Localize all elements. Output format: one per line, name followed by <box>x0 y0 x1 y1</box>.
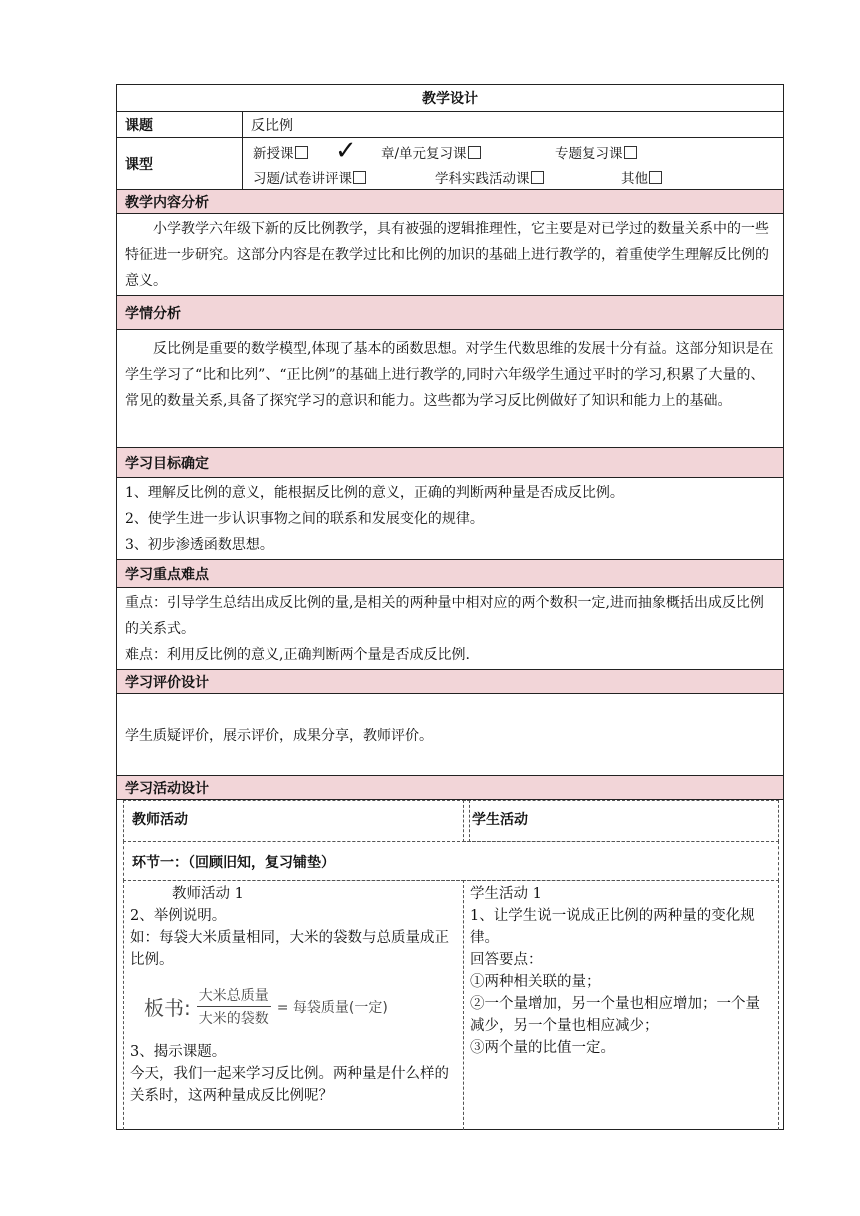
content-analysis-heading: 教学内容分析 <box>116 190 784 214</box>
student-analysis-heading: 学情分析 <box>116 296 784 330</box>
checkbox[interactable] <box>295 146 308 159</box>
objective-item: 1、理解反比例的意义，能根据反比例的意义，正确的判断两种量是否成反比例。 <box>125 485 624 501</box>
teacher-activity-text-2: 3、揭示课题。 今天，我们一起来学习反比例。两种量是什么样的关系时，这两种量成反比例呢？ <box>130 1044 449 1104</box>
topic-value: 反比例 <box>251 117 293 134</box>
content-analysis-text: 小学教学六年级下新的反比例教学，具有被强的逻辑推理性，它主要是对已学过的数量关系中的一些特征进一步研究。这部分内容是在教学过比和比例的加识的基础上进行教学的，着重使学生理解反比例的意义。 <box>125 221 769 289</box>
topic-row <box>116 112 784 138</box>
student-activity-text: 学生活动 1 1、让学生说一说成正比例的两种量的变化规律。 回答要点： ①两种相关联的量； ②一个量增加，另一个量也相应增加；一个量减少，另一个量也相应减少； ③两个量的比值一定。 <box>470 883 774 1059</box>
teacher-activity-text: 教师活动 1 2、举例说明。 如：每袋大米质量相同，大米的袋数与总质量成正比例。 <box>130 883 460 971</box>
teacher-activity-cell <box>123 880 464 1130</box>
key-points-heading: 学习重点难点 <box>116 560 784 588</box>
objectives-heading: 学习目标确定 <box>116 448 784 478</box>
activities-body <box>116 800 784 1130</box>
student-column-header: 学生活动 <box>463 800 779 842</box>
section-row: 环节一：（回顾旧知，复习铺垫） <box>123 841 779 881</box>
key-point-item: 难点：利用反比例的意义,正确判断两个量是否成反比例. <box>125 647 470 663</box>
key-point-item: 重点：引导学生总结出成反比例的量,是相关的两种量中相对应的两个数积一定,进而抽象概括出成反比例的关系式。 <box>125 595 764 637</box>
evaluation-body <box>116 694 784 776</box>
evaluation-heading: 学习评价设计 <box>116 670 784 694</box>
activities-heading: 学习活动设计 <box>116 776 784 800</box>
objective-item: 2、使学生进一步认识事物之间的联系和发展变化的规律。 <box>125 511 484 527</box>
teacher-column-header: 教师活动 <box>123 800 470 842</box>
checkbox[interactable] <box>624 146 637 159</box>
formula-fraction: $\frac{\text{大米总质量}}{\text{大米的袋数}}$ <box>197 985 271 1028</box>
student-activity-cell <box>463 880 779 1130</box>
lesson-type-option-unit-review[interactable]: 章/单元复习课 <box>381 142 481 162</box>
lesson-type-option-topic-review[interactable]: 专题复习课 <box>555 142 637 162</box>
lesson-type-option-new[interactable]: 新授课 <box>253 142 308 162</box>
key-points-body <box>116 588 784 670</box>
evaluation-text: 学生质疑评价，展示评价，成果分享，教师评价。 <box>125 727 433 744</box>
checkbox[interactable] <box>649 171 662 184</box>
checkbox[interactable] <box>531 171 544 184</box>
student-activity-title: 学生活动 1 <box>470 886 542 902</box>
lesson-type-option-exercise[interactable]: 习题/试卷讲评课 <box>253 167 366 187</box>
lesson-type-row <box>116 138 784 190</box>
teacher-activity-title: 教师活动 1 <box>172 886 244 902</box>
student-analysis-text: 反比例是重要的数学模型,体现了基本的函数思想。对学生代数思维的发展十分有益。这部分知识是在学生学习了“比和比列”、“正比例”的基础上进行教学的,同时六年级学生通过平时的学习,积累了大量的、常见的数量关系,具备了探究学习的意识和能力。这些都为学习反比例做好了知识和能力上的基础。 <box>125 341 774 409</box>
blackboard-formula: 板书: $\frac{\text{大米总质量}}{\text{大米的袋数}}$ = 每袋质量(一定) <box>144 985 388 1028</box>
objective-item: 3、初步渗透函数思想。 <box>125 537 274 553</box>
lesson-type-option-practice[interactable]: 学科实践活动课 <box>435 167 544 187</box>
table-title <box>116 84 784 112</box>
topic-label: 课题 <box>117 112 243 137</box>
content-analysis-body <box>116 214 784 296</box>
check-mark-icon: ✓ <box>335 136 357 166</box>
checkbox[interactable] <box>468 146 481 159</box>
student-analysis-body <box>116 330 784 448</box>
checkbox[interactable] <box>353 171 366 184</box>
lesson-type-label: 课型 <box>117 138 243 189</box>
table-title-text: 教学设计 <box>422 91 478 107</box>
objectives-body <box>116 478 784 560</box>
lesson-type-option-other[interactable]: 其他 <box>621 167 662 187</box>
